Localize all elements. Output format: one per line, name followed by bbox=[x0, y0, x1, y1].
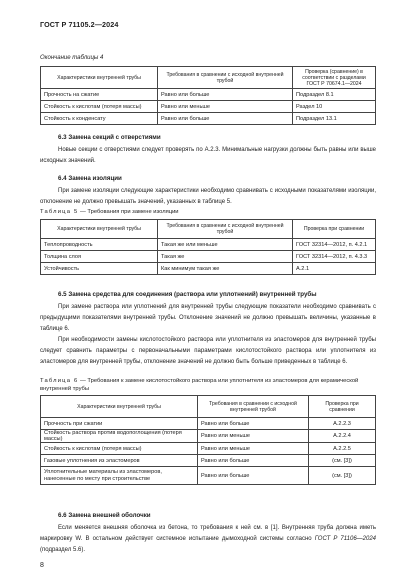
table-cell: Равно или меньше bbox=[198, 430, 309, 443]
section-6-3-text bbox=[40, 145, 376, 167]
table-4 bbox=[40, 66, 376, 125]
table-cell: Уплотнительные материалы из эластомеров, нанесенные по месту при строительстве bbox=[41, 467, 198, 485]
table-cell: Прочность при сжатии bbox=[41, 418, 198, 430]
section-6-4-text bbox=[40, 186, 376, 208]
section-6-5-title: 6.5 Замена средства для соединения (раствора или уплотнений) внутренней трубы bbox=[58, 291, 317, 298]
table-cell: ГОСТ 32314—2012, п. 4.3.3 bbox=[293, 251, 376, 263]
table-row bbox=[41, 467, 376, 485]
section-6-5-text-1-body: При замене раствора или уплотнений для внутренней трубы следующие показатели необходимо сравнивать с предыдущими показателями внутренней трубы. Отклонение значений не должно превышать величины, указанные в таблице 6. bbox=[40, 304, 376, 332]
table-cell: Равно или меньше bbox=[198, 443, 309, 455]
table-cell: Стойкость к конденсату bbox=[41, 113, 158, 125]
section-6-3-title: 6.3 Замена секций с отверстиями bbox=[58, 134, 161, 141]
table-row bbox=[41, 430, 376, 443]
section-6-4-text-body: При замене изоляции следующие характеристики необходимо сравнивать с исходными показателями изоляции, отклонение не должно превышать значений, указанных в таблице 5. bbox=[40, 188, 376, 205]
section-6-6-text bbox=[40, 523, 376, 555]
table-row bbox=[41, 239, 376, 251]
table-row bbox=[41, 89, 376, 101]
table-cell: Равно или больше bbox=[198, 467, 309, 485]
table-5-caption bbox=[40, 208, 376, 216]
table-cell: Стойкость раствора против водопоглощения (потеря массы) bbox=[41, 430, 198, 443]
table-cell: Равно или больше bbox=[158, 113, 293, 125]
section-6-6-standard-ref: ГОСТ Р 71106—2024 bbox=[314, 535, 376, 542]
table-cell: А.2.2.4 bbox=[309, 430, 376, 443]
table-row bbox=[41, 418, 376, 430]
table-cell: Подраздел 13.1 bbox=[293, 113, 376, 125]
page-header-standard: ГОСТ Р 71105.2—2024 bbox=[40, 20, 119, 29]
table-6-header-3: Проверка при сравнении bbox=[309, 396, 376, 418]
table-cell: Равно или больше bbox=[198, 418, 309, 430]
table-cell: Раздел 10 bbox=[293, 101, 376, 113]
table-6-caption-label: Таблица 6 bbox=[40, 378, 79, 384]
table-5-caption-label: Таблица 5 bbox=[40, 209, 79, 215]
table-row bbox=[41, 113, 376, 125]
table-cell: Такая же или меньше bbox=[158, 239, 293, 251]
table-row bbox=[41, 443, 376, 455]
table-cell: А.2.1 bbox=[293, 263, 376, 275]
table-cell: Прочность на сжатие bbox=[41, 89, 158, 101]
section-6-5-text-2 bbox=[40, 335, 376, 367]
section-6-6-text-after: (подраздел 5.6). bbox=[40, 546, 85, 553]
table-cell: Такая же bbox=[158, 251, 293, 263]
table-continuation-label: Окончание таблицы 4 bbox=[40, 55, 104, 61]
section-6-5-text-2-body: При необходимости замены кислотостойкого раствора или уплотнителя из эластомеров для внутренней трубы следует сравнить параметры с первоначальными параметрами кислотостойкого раствора или уплотнителя из эластомеров для внутренней трубы, отклонение значений не должно быть больше приведенных в таблице 6. bbox=[40, 337, 376, 365]
table-cell: (см. [3]) bbox=[309, 467, 376, 485]
table-6 bbox=[40, 395, 376, 485]
table-cell: Подраздел 8.1 bbox=[293, 89, 376, 101]
table-6-header-1: Характеристики внутренней трубы bbox=[41, 396, 198, 418]
table-cell: Теплопроводность bbox=[41, 239, 158, 251]
table-5 bbox=[40, 219, 376, 275]
table-cell: Стойкость к кислотам (потеря массы) bbox=[41, 443, 198, 455]
page-number: 8 bbox=[40, 562, 44, 569]
section-6-5-text-1 bbox=[40, 302, 376, 334]
section-6-6-text-before: Если меняется внешняя оболочка из бетона, то требования к ней см. в [1]. Внутренняя труба должна иметь маркировку W. В остальном действует системное испытание дымоходной системы согласно bbox=[40, 525, 376, 542]
table-cell: Устойчивость bbox=[41, 263, 158, 275]
table-cell: А.2.2.5 bbox=[309, 443, 376, 455]
section-6-6-title: 6.6 Замена внешней оболочки bbox=[58, 512, 151, 519]
section-6-3-text-body: Новые секции с отверстиями следует проверять по А.2.3. Минимальные нагрузки должны быть равны или выше исходных значений. bbox=[40, 147, 376, 164]
table-row bbox=[41, 263, 376, 275]
table-cell: Толщина слоя bbox=[41, 251, 158, 263]
table-4-header-2: Требования в сравнении с исходной внутренней трубой bbox=[158, 67, 293, 89]
table-4-header-3: Проверка (сравнение) в соответствии с разделами ГОСТ Р 70674.1—2024 bbox=[293, 67, 376, 89]
table-6-caption bbox=[40, 377, 376, 393]
table-6-header-2: Требования в сравнении с исходной внутренней трубой bbox=[198, 396, 309, 418]
table-cell: Стойкость к кислотам (потеря массы) bbox=[41, 101, 158, 113]
section-6-4-title: 6.4 Замена изоляции bbox=[58, 175, 122, 182]
table-cell: Газовые уплотнения из эластомеров bbox=[41, 455, 198, 467]
table-cell: Как минимум такая же bbox=[158, 263, 293, 275]
table-5-header-2: Требования в сравнении с исходной внутренней трубой bbox=[158, 220, 293, 239]
table-4-header-1: Характеристики внутренней трубы bbox=[41, 67, 158, 89]
table-cell: Равно или больше bbox=[198, 455, 309, 467]
table-5-header-1: Характеристики внутренней трубы bbox=[41, 220, 158, 239]
table-5-header-3: Проверка при сравнении bbox=[293, 220, 376, 239]
table-cell: Равно или больше bbox=[158, 89, 293, 101]
table-row bbox=[41, 455, 376, 467]
table-cell: ГОСТ 32314—2012, п. 4.2.1 bbox=[293, 239, 376, 251]
table-5-caption-text: — Требования при замене изоляции bbox=[78, 209, 179, 215]
table-cell: А.2.2.3 bbox=[309, 418, 376, 430]
table-cell: (см. [3]) bbox=[309, 455, 376, 467]
table-row bbox=[41, 101, 376, 113]
table-6-caption-text: — Требования к замене кислотостойкого раствора или уплотнителя из эластомеров для керамической внутренней трубы bbox=[40, 378, 359, 392]
table-cell: Равно или меньше bbox=[158, 101, 293, 113]
table-row bbox=[41, 251, 376, 263]
